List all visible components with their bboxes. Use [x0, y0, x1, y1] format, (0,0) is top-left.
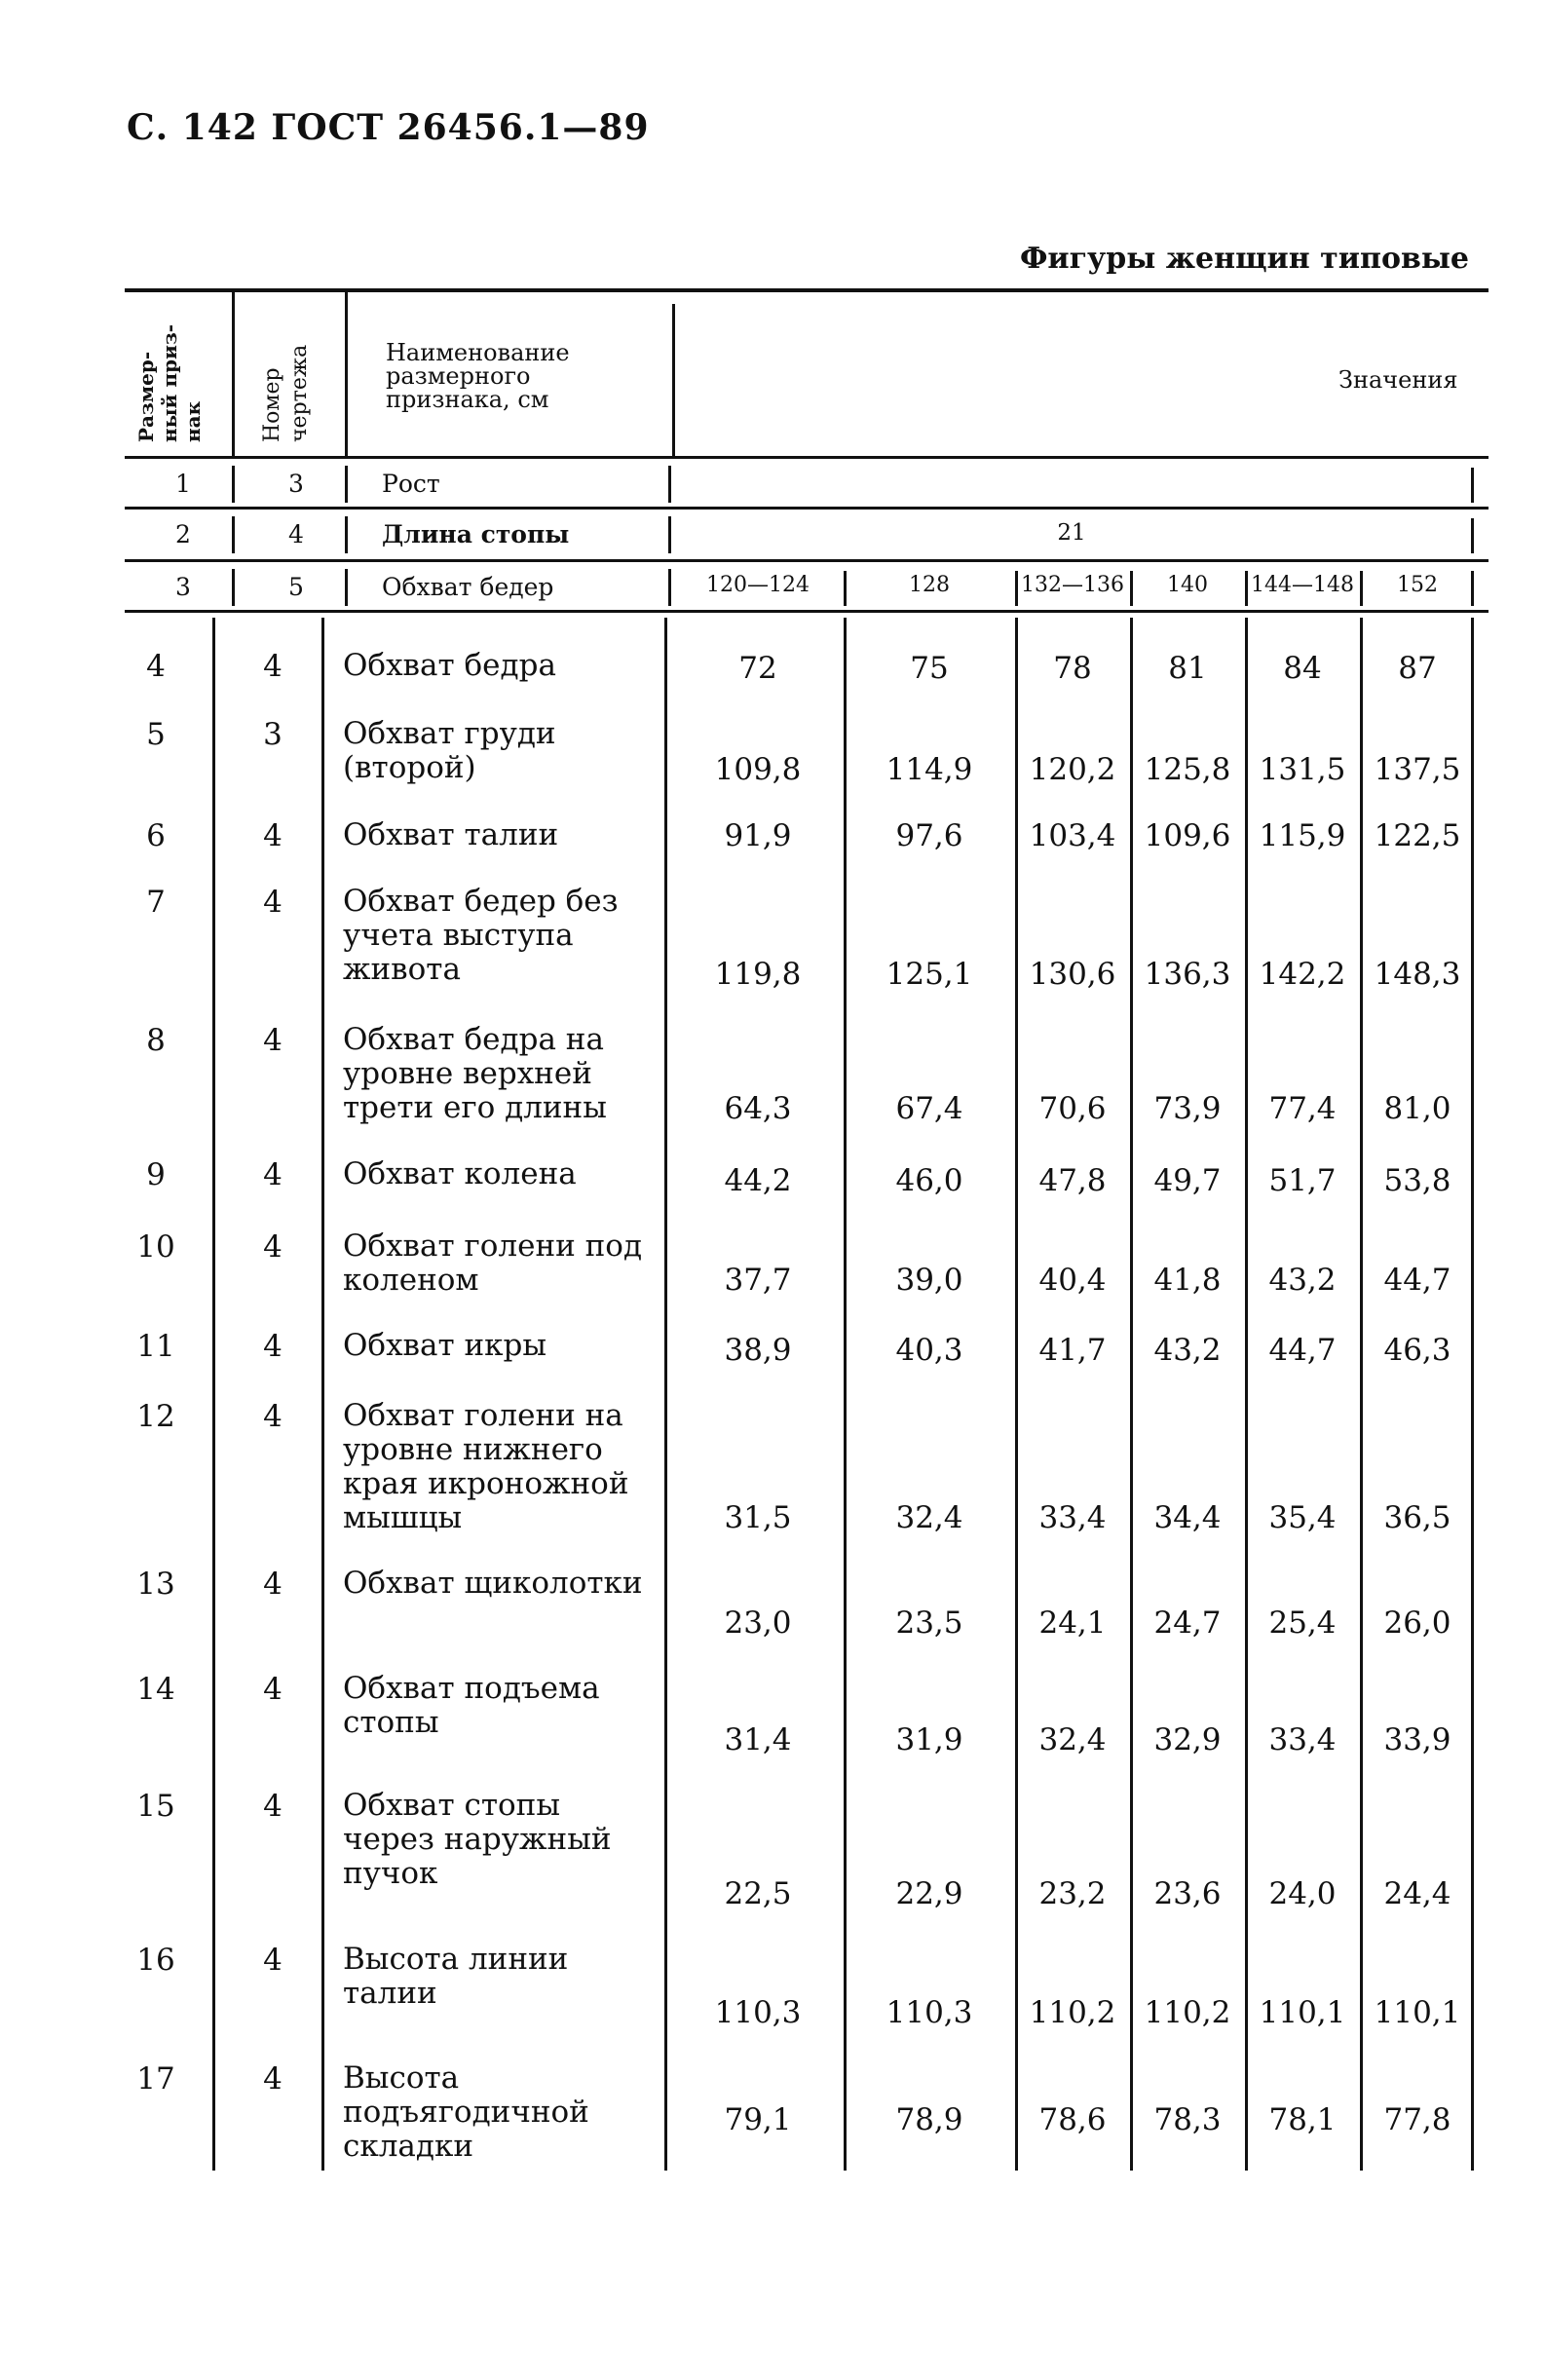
- top-row-hip-range: 152: [1397, 573, 1438, 597]
- row-value: 137,5: [1374, 752, 1461, 787]
- row-number: 17: [136, 2061, 175, 2097]
- row-drawing-number: 4: [263, 818, 283, 853]
- row-feature-name: Обхват икры: [343, 1328, 547, 1363]
- row-value: 119,8: [714, 957, 802, 992]
- row-number: 6: [146, 818, 166, 853]
- row-value: 81: [1168, 651, 1207, 686]
- row-feature-name: Обхват щиколотки: [343, 1566, 643, 1601]
- rule-row2-bottom: [125, 559, 1488, 562]
- row-value: 78: [1053, 651, 1092, 686]
- row-drawing-number: 4: [263, 1943, 283, 1978]
- row-value: 130,6: [1029, 957, 1116, 992]
- top-row-divider: [232, 466, 235, 503]
- vrule-body-3: [664, 618, 667, 2171]
- row-feature-name: Обхват бедра: [343, 648, 556, 683]
- top-row-drawing: 5: [288, 573, 304, 601]
- row-number: 13: [136, 1567, 175, 1602]
- row-value: 24,4: [1383, 1876, 1451, 1911]
- col-header-values: Значения: [1338, 366, 1458, 394]
- row-value: 31,4: [724, 1722, 792, 1757]
- row-value: 39,0: [895, 1263, 963, 1298]
- row-drawing-number: 4: [263, 1399, 283, 1434]
- top-row-divider: [1360, 571, 1363, 606]
- row-value: 44,2: [724, 1163, 792, 1198]
- row-value: 32,4: [895, 1500, 963, 1535]
- page-header: С. 142 ГОСТ 26456.1—89: [127, 107, 650, 148]
- top-row-hip-range: 140: [1167, 573, 1208, 597]
- rule-row3-bottom: [125, 610, 1488, 613]
- top-row-divider: [668, 516, 671, 553]
- row-value: 22,9: [895, 1876, 963, 1911]
- top-row-hip-range: 128: [909, 573, 950, 597]
- top-row-name: Обхват бедер: [382, 573, 554, 601]
- row-value: 32,9: [1153, 1722, 1222, 1757]
- row-feature-name: Обхват стопы через наружный пучок: [343, 1788, 612, 1891]
- top-row-hip-range: 132—136: [1021, 573, 1124, 597]
- row-number: 4: [146, 649, 166, 684]
- row-value: 40,3: [895, 1333, 963, 1368]
- row-value: 87: [1398, 651, 1437, 686]
- row-value: 91,9: [724, 818, 792, 853]
- top-row-value: 21: [1057, 520, 1086, 546]
- top-row-drawing: 4: [288, 520, 304, 548]
- row-drawing-number: 4: [263, 1329, 283, 1364]
- row-value: 110,1: [1374, 1995, 1461, 2030]
- vrule-body-1: [212, 618, 215, 2171]
- row-value: 41,7: [1038, 1333, 1107, 1368]
- row-value: 125,1: [886, 957, 973, 992]
- row-drawing-number: 4: [263, 2061, 283, 2097]
- row-value: 81,0: [1383, 1091, 1451, 1126]
- row-number: 16: [136, 1943, 175, 1978]
- row-value: 26,0: [1383, 1606, 1451, 1641]
- row-value: 23,5: [895, 1606, 963, 1641]
- row-value: 23,0: [724, 1606, 792, 1641]
- row-value: 24,0: [1268, 1876, 1337, 1911]
- row-value: 109,6: [1144, 818, 1231, 853]
- row-value: 67,4: [895, 1091, 963, 1126]
- row-value: 72: [738, 651, 777, 686]
- top-row-divider: [668, 466, 671, 503]
- row-value: 31,5: [724, 1500, 792, 1535]
- row-drawing-number: 4: [263, 1157, 283, 1192]
- top-row-hip-range: 120—124: [706, 573, 810, 597]
- row-value: 79,1: [724, 2102, 792, 2137]
- top-row-divider: [1245, 571, 1248, 606]
- row-feature-name: Обхват талии: [343, 817, 559, 852]
- row-value: 43,2: [1268, 1263, 1337, 1298]
- row-value: 24,1: [1038, 1606, 1107, 1641]
- top-row-drawing: 3: [288, 470, 304, 498]
- row-value: 110,2: [1029, 1995, 1116, 2030]
- row-value: 148,3: [1374, 957, 1461, 992]
- row-value: 73,9: [1153, 1091, 1222, 1126]
- row-value: 33,9: [1383, 1722, 1451, 1757]
- row-value: 37,7: [724, 1263, 792, 1298]
- row-value: 41,8: [1153, 1263, 1222, 1298]
- row-value: 122,5: [1374, 818, 1461, 853]
- top-row-divider: [668, 569, 671, 606]
- col-header-name: Наименование размерного признака, см: [386, 339, 570, 413]
- row-feature-name: Обхват колена: [343, 1156, 577, 1191]
- rule-top: [125, 288, 1488, 292]
- row-value: 84: [1283, 651, 1322, 686]
- row-number: 14: [136, 1672, 175, 1707]
- row-feature-name: Высота линии талии: [343, 1942, 569, 2011]
- row-value: 136,3: [1144, 957, 1231, 992]
- row-value: 46,0: [895, 1163, 963, 1198]
- top-row-divider: [232, 516, 235, 553]
- row-value: 43,2: [1153, 1333, 1222, 1368]
- row-number: 9: [146, 1157, 166, 1192]
- row-value: 25,4: [1268, 1606, 1337, 1641]
- row-value: 114,9: [886, 752, 973, 787]
- row-feature-name: Обхват бедер без учета выступа живота: [343, 884, 619, 987]
- row-value: 115,9: [1259, 818, 1346, 853]
- row-value: 46,3: [1383, 1333, 1451, 1368]
- row-feature-name: Обхват голени под коленом: [343, 1228, 643, 1298]
- row-drawing-number: 4: [263, 1229, 283, 1265]
- row-value: 35,4: [1268, 1500, 1337, 1535]
- vrule-header-3: [672, 304, 675, 456]
- top-row-name: Рост: [382, 470, 440, 498]
- row-value: 77,8: [1383, 2102, 1451, 2137]
- row-value: 33,4: [1038, 1500, 1107, 1535]
- top-row-number: 1: [175, 470, 191, 498]
- row-number: 5: [146, 717, 166, 752]
- row-number: 12: [136, 1399, 175, 1434]
- row-value: 103,4: [1029, 818, 1116, 853]
- row-value: 44,7: [1383, 1263, 1451, 1298]
- row-drawing-number: 4: [263, 1672, 283, 1707]
- row-value: 142,2: [1259, 957, 1346, 992]
- row-value: 24,7: [1153, 1606, 1222, 1641]
- top-row-number: 2: [175, 520, 191, 548]
- table-subtitle: Фигуры женщин типовые: [1019, 242, 1469, 276]
- top-row-divider: [345, 466, 348, 503]
- row-value: 125,8: [1144, 752, 1231, 787]
- row-value: 110,3: [714, 1995, 802, 2030]
- col-header-size-sign: Размер-ный приз-нак: [134, 323, 205, 442]
- top-row-divider: [1471, 518, 1474, 553]
- row-value: 131,5: [1259, 752, 1346, 787]
- row-value: 38,9: [724, 1333, 792, 1368]
- row-value: 32,4: [1038, 1722, 1107, 1757]
- row-value: 78,3: [1153, 2102, 1222, 2137]
- row-value: 110,1: [1259, 1995, 1346, 2030]
- row-feature-name: Обхват голени на уровне нижнего края икроножной мышцы: [343, 1398, 629, 1535]
- vrule-header-1: [232, 292, 235, 456]
- col-header-drawing-no: Номер чертежа: [260, 344, 312, 442]
- row-value: 77,4: [1268, 1091, 1337, 1126]
- top-row-divider: [1130, 571, 1133, 606]
- row-value: 78,6: [1038, 2102, 1107, 2137]
- row-feature-name: Обхват бедра на уровне верхней трети его длины: [343, 1022, 607, 1125]
- top-row-divider: [1471, 571, 1474, 606]
- row-feature-name: Обхват груди (второй): [343, 716, 556, 785]
- vrule-header-2: [345, 292, 348, 456]
- row-value: 97,6: [895, 818, 963, 853]
- row-value: 36,5: [1383, 1500, 1451, 1535]
- row-value: 53,8: [1383, 1163, 1451, 1198]
- row-value: 78,9: [895, 2102, 963, 2137]
- row-value: 23,6: [1153, 1876, 1222, 1911]
- row-drawing-number: 3: [263, 717, 283, 752]
- vrule-body-2: [321, 618, 324, 2171]
- rule-header-bottom: [125, 456, 1488, 459]
- row-number: 11: [136, 1329, 175, 1364]
- row-value: 78,1: [1268, 2102, 1337, 2137]
- row-value: 64,3: [724, 1091, 792, 1126]
- row-number: 7: [146, 885, 166, 920]
- top-row-divider: [345, 516, 348, 553]
- row-value: 49,7: [1153, 1163, 1222, 1198]
- row-drawing-number: 4: [263, 1023, 283, 1058]
- row-value: 44,7: [1268, 1333, 1337, 1368]
- row-value: 110,3: [886, 1995, 973, 2030]
- top-row-name: Длина стопы: [382, 520, 570, 548]
- row-number: 10: [136, 1229, 175, 1265]
- row-value: 70,6: [1038, 1091, 1107, 1126]
- row-value: 40,4: [1038, 1263, 1107, 1298]
- top-row-divider: [232, 569, 235, 606]
- top-row-hip-range: 144—148: [1251, 573, 1354, 597]
- row-number: 15: [136, 1789, 175, 1824]
- top-row-divider: [345, 569, 348, 606]
- top-row-divider: [1471, 468, 1474, 503]
- row-drawing-number: 4: [263, 649, 283, 684]
- row-drawing-number: 4: [263, 1789, 283, 1824]
- rule-row1-bottom: [125, 507, 1488, 510]
- row-feature-name: Обхват подъема стопы: [343, 1671, 600, 1740]
- row-drawing-number: 4: [263, 1567, 283, 1602]
- row-value: 22,5: [724, 1876, 792, 1911]
- row-value: 120,2: [1029, 752, 1116, 787]
- row-value: 47,8: [1038, 1163, 1107, 1198]
- row-value: 75: [910, 651, 949, 686]
- row-drawing-number: 4: [263, 885, 283, 920]
- row-value: 34,4: [1153, 1500, 1222, 1535]
- row-value: 33,4: [1268, 1722, 1337, 1757]
- row-feature-name: Высота подъягодичной складки: [343, 2060, 589, 2164]
- top-row-divider: [1015, 571, 1018, 606]
- top-row-number: 3: [175, 573, 191, 601]
- row-value: 109,8: [714, 752, 802, 787]
- row-value: 31,9: [895, 1722, 963, 1757]
- row-value: 110,2: [1144, 1995, 1231, 2030]
- row-value: 51,7: [1268, 1163, 1337, 1198]
- row-value: 23,2: [1038, 1876, 1107, 1911]
- top-row-divider: [844, 571, 847, 606]
- row-number: 8: [146, 1023, 166, 1058]
